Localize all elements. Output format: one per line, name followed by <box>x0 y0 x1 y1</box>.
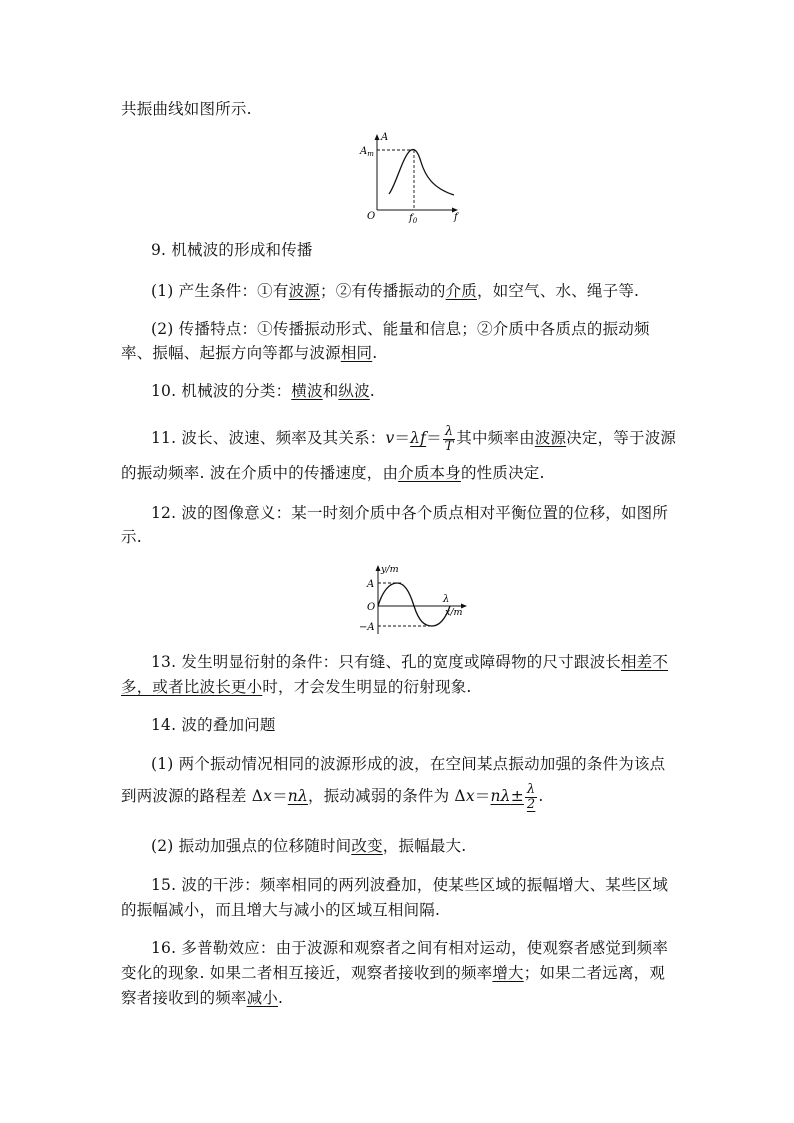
underline-answer: 波源 <box>288 282 320 300</box>
fig2-lambda-label: λ <box>443 594 450 605</box>
underline-answer: nλ <box>287 787 308 805</box>
text: (2) 振动加强点的位移随时间 <box>151 837 352 855</box>
underline-answer: nλ <box>490 787 511 805</box>
text: 11. 波长、波速、频率及其关系： <box>151 429 386 447</box>
fraction-lambda-over-2 <box>525 783 537 812</box>
underline-answer: 波源 <box>534 429 567 447</box>
fig1-am-label: $A_m$ <box>360 146 374 158</box>
underline-answer: 改变 <box>351 837 383 855</box>
text: . <box>278 989 284 1007</box>
text: 10. 机械波的分类： <box>151 382 292 400</box>
fig2-a-label: A <box>367 579 375 590</box>
text: . <box>372 344 378 362</box>
text: ＝ <box>272 787 288 805</box>
fig2-y-arrow <box>376 565 381 571</box>
section-11-line2 <box>121 462 545 484</box>
section-9-title: 9. 机械波的形成和传播 <box>151 241 313 259</box>
var-v: v <box>385 429 395 447</box>
section-11-line1 <box>151 418 676 458</box>
section-9-p2-line2 <box>121 342 377 364</box>
text: 时，才会发生明显的衍射现象. <box>262 678 472 696</box>
text: ＝ <box>426 429 442 447</box>
text: . <box>538 787 544 805</box>
sine-wave-figure <box>352 562 470 638</box>
section-13-line1 <box>151 651 668 673</box>
fig1-f0-label: $f_0$ <box>409 213 418 224</box>
text: ；如果二者远离，观 <box>523 964 666 982</box>
text: ；②有传播振动的 <box>320 282 446 300</box>
fig2-y-label: y/m <box>381 564 399 575</box>
text: 变化的现象. 如果二者相互接近，观察者接收到的频率 <box>121 964 493 982</box>
text: ＝ <box>474 787 491 805</box>
intro-text: 共振曲线如图所示. <box>121 100 252 118</box>
fig2-neg-a-label: −A <box>359 622 375 633</box>
text: . <box>369 382 375 400</box>
underline-answer: 纵波 <box>338 382 370 400</box>
text: ＝ <box>394 429 411 447</box>
section-16-line2 <box>121 962 665 984</box>
fig2-x-label: x/m <box>445 607 463 618</box>
text: ，如空气、水、绳子等. <box>477 282 640 300</box>
section-9-p1 <box>151 280 639 302</box>
resonance-curve-figure <box>358 130 470 224</box>
text: 和 <box>322 382 339 400</box>
section-15-line1: 15. 波的干涉：频率相同的两列波叠加，使某些区域的振幅增大、某些区域 <box>151 876 669 894</box>
text: 的性质决定. <box>460 464 545 482</box>
section-16-line1: 16. 多普勒效应：由于波源和观察者之间有相对运动，使观察者感觉到频率 <box>151 939 669 957</box>
underline-answer: 介质本身 <box>398 464 461 482</box>
text: 到两波源的路程差 Δ <box>121 787 264 805</box>
fig1-x-label: f <box>454 212 458 223</box>
numerator: λ <box>444 423 454 439</box>
underline-answer: ± <box>510 787 524 805</box>
section-14-p1-line1: (1) 两个振动情况相同的波源形成的波，在空间某点振动加强的条件为该点 <box>151 755 666 773</box>
text: 察者接收到的频率 <box>121 989 247 1007</box>
section-14-p1-line2 <box>121 776 543 816</box>
section-13-line2 <box>121 676 472 698</box>
underline-answer: 多，或者比波长更小 <box>121 678 263 696</box>
section-14-title: 14. 波的叠加问题 <box>151 716 276 734</box>
text: 率、振幅、起振方向等都与波源 <box>121 344 341 362</box>
underline-answer: 增大 <box>492 964 524 982</box>
text: 的振动频率. 波在介质中的传播速度，由 <box>121 464 399 482</box>
underline-answer: 介质 <box>445 282 478 300</box>
underline-answer: λf <box>410 429 427 447</box>
underline-answer: 减小 <box>246 989 279 1007</box>
fig1-resonance-curve <box>389 150 454 196</box>
text: 13. 发生明显衍射的条件：只有缝、孔的宽度或障碍物的尺寸跟波长 <box>151 653 621 671</box>
fraction-lambda-over-t <box>443 425 455 454</box>
var-x: x <box>465 787 475 805</box>
fig1-origin-label: O <box>367 211 376 222</box>
section-12-line1: 12. 波的图像意义：某一时刻介质中各个质点相对平衡位置的位移，如图所 <box>151 504 669 522</box>
numerator: λ <box>526 781 536 797</box>
fig1-y-arrow <box>375 134 380 140</box>
section-15-line2: 的振幅减小，而且增大与减小的区域互相间隔. <box>121 901 441 919</box>
fig2-origin-label: O <box>367 602 376 613</box>
text: 决定，等于波源 <box>566 429 677 447</box>
denominator: 2 <box>526 796 536 812</box>
underline-answer: 相同 <box>340 344 373 362</box>
text: ，振动减弱的条件为 Δ <box>308 787 466 805</box>
underline-answer: 横波 <box>291 382 323 400</box>
section-12-line2: 示. <box>121 528 142 546</box>
section-16-line3 <box>121 987 283 1009</box>
section-10 <box>151 380 375 402</box>
denominator: T <box>444 438 454 454</box>
underline-answer: 相差不 <box>620 653 669 671</box>
fig1-y-label: A <box>381 132 389 143</box>
fig2-sine-curve <box>378 583 450 626</box>
section-9-p2-line1: (2) 传播特点：①传播振动形式、能量和信息；②介质中各质点的振动频 <box>151 320 650 338</box>
text: ，振幅最大. <box>382 837 467 855</box>
var-x: x <box>263 787 273 805</box>
section-14-p2 <box>151 835 466 857</box>
text: (1) 产生条件：①有 <box>151 282 289 300</box>
text: 其中频率由 <box>456 429 535 447</box>
